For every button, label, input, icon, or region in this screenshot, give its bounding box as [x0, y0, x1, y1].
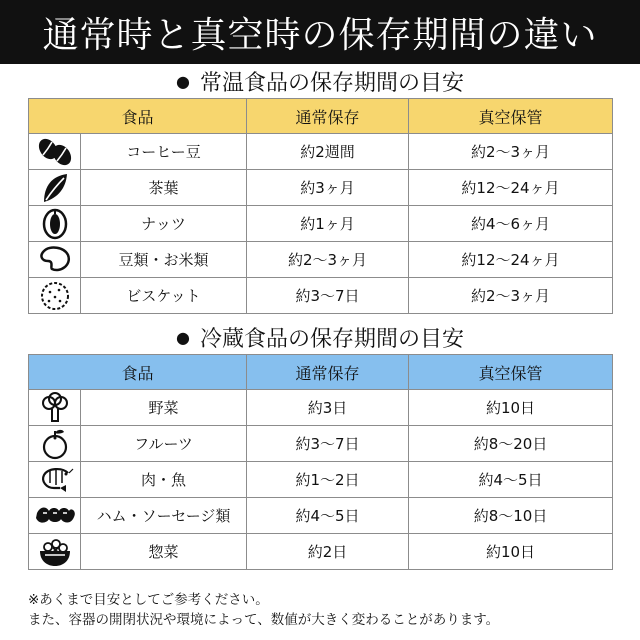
chilled-storage-table [28, 354, 613, 570]
table-row [29, 390, 613, 426]
vacuum-period: 約2～3ヶ月 [409, 278, 613, 314]
table-row [29, 426, 613, 462]
section-title-text: 冷蔵食品の保存期間の目安 [199, 327, 464, 352]
food-name: 肉・魚 [81, 462, 247, 498]
coffee-bean-icon [29, 134, 81, 170]
biscuit-icon [29, 278, 81, 314]
normal-period: 約2～3ヶ月 [247, 242, 409, 278]
vacuum-period: 約12～24ヶ月 [409, 170, 613, 206]
normal-period: 約2日 [247, 534, 409, 570]
table-row [29, 206, 613, 242]
section-title-text: 常温食品の保存期間の目安 [199, 71, 464, 96]
vacuum-period: 約8～20日 [409, 426, 613, 462]
header-food: 食品 [29, 99, 247, 134]
header-vacuum: 真空保管 [409, 355, 613, 390]
vacuum-period: 約8～10日 [409, 498, 613, 534]
food-name: 惣菜 [81, 534, 247, 570]
bean-icon [29, 242, 81, 278]
food-name: コーヒー豆 [81, 134, 247, 170]
normal-period: 約3～7日 [247, 426, 409, 462]
bullet-icon: ● [176, 328, 190, 347]
food-name: 野菜 [81, 390, 247, 426]
header-food: 食品 [29, 355, 247, 390]
food-name: ビスケット [81, 278, 247, 314]
table-row [29, 278, 613, 314]
normal-period: 約3～7日 [247, 278, 409, 314]
vacuum-period: 約10日 [409, 534, 613, 570]
sausage-icon [29, 498, 81, 534]
section-title-chilled [0, 322, 640, 353]
header-normal: 通常保存 [247, 99, 409, 134]
food-name: ハム・ソーセージ類 [81, 498, 247, 534]
vacuum-period: 約4～6ヶ月 [409, 206, 613, 242]
header-normal: 通常保存 [247, 355, 409, 390]
table-header-row [29, 355, 613, 390]
footnote-2: また、容器の開閉状況や環境によって、数値が大きく変わることがあります。 [28, 612, 500, 628]
nut-icon [29, 206, 81, 242]
food-name: 茶葉 [81, 170, 247, 206]
fruit-icon [29, 426, 81, 462]
normal-period: 約1～2日 [247, 462, 409, 498]
tea-leaf-icon [29, 170, 81, 206]
table-row [29, 242, 613, 278]
normal-period: 約3ヶ月 [247, 170, 409, 206]
vacuum-period: 約2～3ヶ月 [409, 134, 613, 170]
vacuum-period: 約10日 [409, 390, 613, 426]
food-name: 豆類・お米類 [81, 242, 247, 278]
table-row [29, 134, 613, 170]
table-row [29, 462, 613, 498]
salad-bowl-icon [29, 534, 81, 570]
vacuum-period: 約4～5日 [409, 462, 613, 498]
normal-period: 約4～5日 [247, 498, 409, 534]
table-header-row [29, 99, 613, 134]
ambient-storage-table [28, 98, 613, 314]
banner [0, 0, 640, 64]
header-vacuum: 真空保管 [409, 99, 613, 134]
shrimp-icon [29, 462, 81, 498]
normal-period: 約1ヶ月 [247, 206, 409, 242]
normal-period: 約2週間 [247, 134, 409, 170]
table-row [29, 170, 613, 206]
food-name: フルーツ [81, 426, 247, 462]
broccoli-icon [29, 390, 81, 426]
normal-period: 約3日 [247, 390, 409, 426]
table-row [29, 534, 613, 570]
bullet-icon: ● [176, 72, 190, 91]
food-name: ナッツ [81, 206, 247, 242]
footnote-1: ※あくまで目安としてご参考ください。 [28, 592, 269, 608]
banner-title: 通常時と真空時の保存期間の違い [42, 14, 598, 56]
section-title-ambient [0, 66, 640, 97]
table-row [29, 498, 613, 534]
vacuum-period: 約12～24ヶ月 [409, 242, 613, 278]
